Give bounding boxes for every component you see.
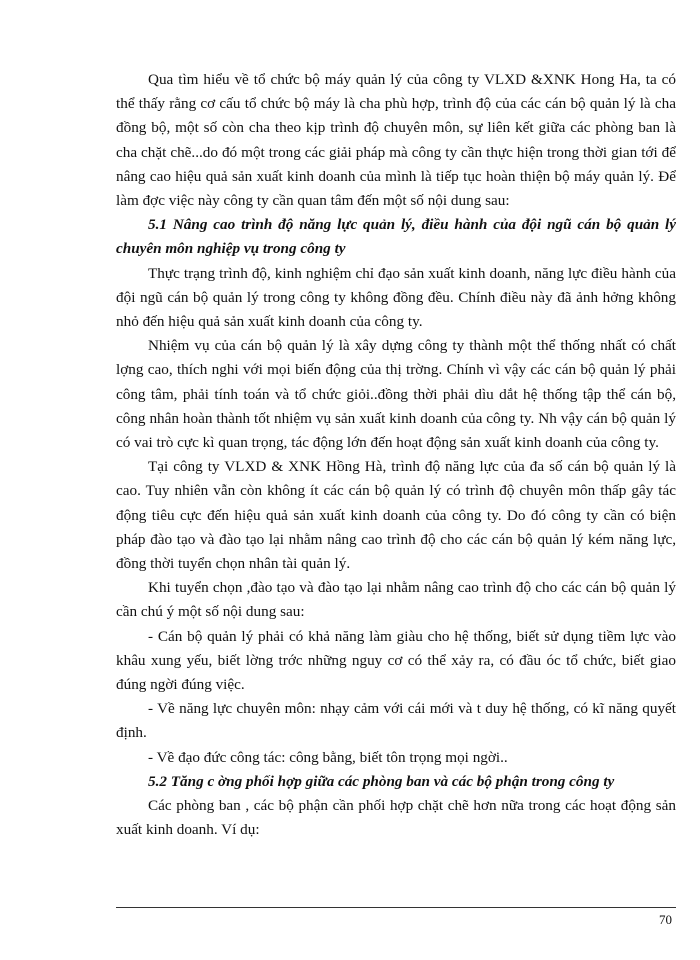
dash-item: - Cán bộ quản lý phải có khả năng làm giàu cho hệ thống, biết sử dụng tiềm lực vào khâu xung yếu, biết lờng trớc những nguy cơ có thể xảy ra, có đầu óc tổ chức, biết giao đúng ngời đúng việc. — [116, 627, 676, 694]
intro-paragraph: Qua tìm hiểu về tổ chức bộ máy quản lý của công ty VLXD &XNK Hong Ha, ta có thể thấy rằng cơ cấu tổ chức bộ máy là cha phù hợp, trình độ của các cán bộ quản lý là cha đồng bộ, một số còn cha theo kịp trình độ chuyên môn, sự liên kết giữa các phòng ban là cha chặt chẽ...do đó một trong các giải pháp mà công ty cần thực hiện trong thời gian tới để nâng cao hiệu quả sản xuất kinh doanh của mình là tiếp tục hoàn thiện bộ máy quản lý. Để làm đợc việc này công ty cần quan tâm đến một số nội dung sau: — [116, 71, 676, 210]
page-number: 70 — [659, 912, 672, 927]
section-heading-5-2: 5.2 Tăng c ờng phối hợp giữa các phòng ban và các bộ phận trong công ty — [148, 772, 615, 790]
footer-divider — [116, 907, 676, 908]
paragraph: Thực trạng trình độ, kinh nghiệm chỉ đạo sản xuất kinh doanh, năng lực điều hành của đội ngũ cán bộ quản lý trong công ty không đồng đều. Chính điều này đã ảnh hởng không nhỏ đến hiệu quả sản xuất kinh doanh của công ty. — [116, 264, 676, 331]
dash-item: - Về đạo đức công tác: công bằng, biết tôn trọng mọi ngời.. — [148, 748, 508, 766]
document-body — [116, 68, 676, 843]
paragraph: Các phòng ban , các bộ phận cần phối hợp chặt chẽ hơn nữa trong các hoạt động sản xuất kinh doanh. Ví dụ: — [116, 797, 676, 839]
section-heading-5-1: 5.1 Nâng cao trình độ năng lực quản lý, điều hành của đội ngũ cán bộ quản lý chuyên môn nghiệp vụ trong công ty — [116, 216, 676, 258]
dash-item: - Về năng lực chuyên môn: nhạy cảm với cái mới và t duy hệ thống, có kĩ năng quyết định. — [116, 700, 676, 742]
paragraph: Nhiệm vụ của cán bộ quản lý là xây dựng công ty thành một thể thống nhất có chất lợng cao, thích nghi với mọi biến động của thị trờng. Chính vì vậy các cán bộ quản lý phải công tâm, phải tính toán và tổ chức giỏi..đồng thời phải dìu dắt hệ thống tập thể cán bộ, công nhân hoàn thành tốt nhiệm vụ sản xuất kinh doanh của công ty. Nh vậy cán bộ quản lý có vai trò cực kì quan trọng, tác động lớn đến hoạt động sản xuất kinh doanh của công ty. — [116, 337, 676, 452]
paragraph: Khi tuyển chọn ,đào tạo và đào tạo lại nhằm nâng cao trình độ cho các cán bộ quản lý cần chú ý một số nội dung sau: — [116, 579, 676, 621]
paragraph: Tại công ty VLXD & XNK Hồng Hà, trình độ năng lực của đa số cán bộ quản lý là cao. Tuy nhiên vẫn còn không ít các cán bộ quản lý có trình độ chuyên môn thấp gây tác động tiêu cực đến hiệu quả sản xuất kinh doanh của công ty. Do đó công ty cần có biện pháp đào tạo và đào tạo lại nhằm nâng cao trình độ cho các cán bộ quản lý kém năng lực, đồng thời tuyển chọn nhân tài quản lý. — [116, 458, 676, 573]
